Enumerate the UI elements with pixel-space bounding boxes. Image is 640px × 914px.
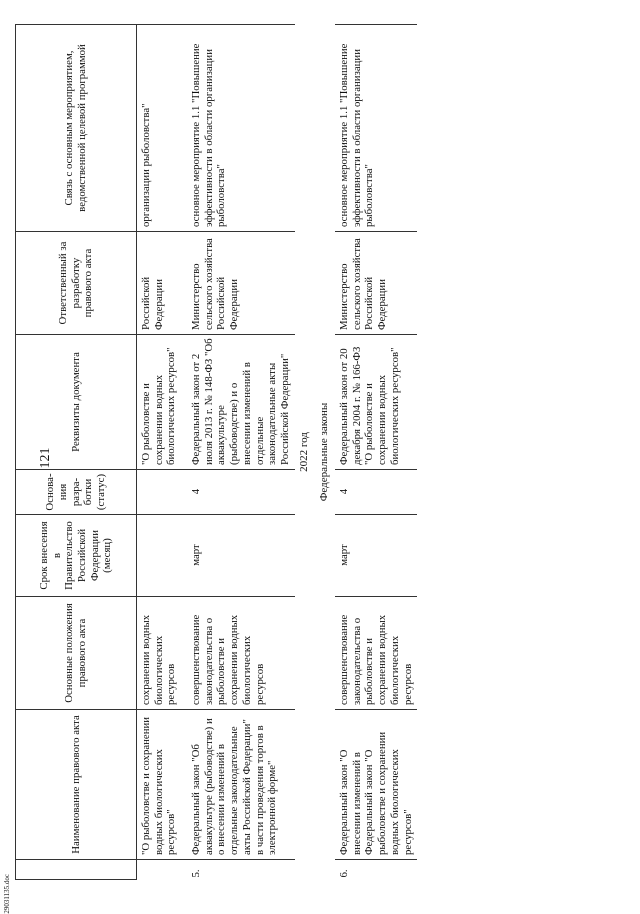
page-number: 121 bbox=[38, 447, 53, 469]
section-year-row bbox=[295, 25, 315, 880]
row-number: 5. bbox=[190, 869, 202, 878]
document-details-cell: "О рыболовстве и сохранении водных биологических ресурсов" bbox=[137, 335, 188, 470]
header-act-name: Наименование правового акта bbox=[16, 710, 137, 860]
program-link-cell: основное мероприятие 1.1 "Повышение эффективности в области организации рыболовства" bbox=[187, 25, 295, 232]
table-row bbox=[137, 25, 188, 880]
table-header-row bbox=[16, 25, 137, 880]
section-type-row bbox=[315, 25, 335, 880]
program-link-cell: основное мероприятие 1.1 "Повышение эффективности в области организации рыболовства" bbox=[335, 25, 417, 232]
legal-acts-table bbox=[15, 24, 417, 880]
header-main-provisions: Основные положения правового акта bbox=[16, 597, 137, 710]
act-name-cell: "О рыболовстве и сохранении водных биологических ресурсов" bbox=[137, 710, 188, 860]
act-name-cell: Федеральный закон "Об аквакультуре (рыбоводстве) и о внесении изменений в отдельные законодательные акты Российской Федерации" в части проведения торгов в электронной форме" bbox=[187, 710, 295, 860]
footer-file-code: 29031135.doc bbox=[3, 874, 11, 914]
provisions-cell: совершенствование законодательства о рыболовстве и сохранении водных биологических ресурсов bbox=[187, 597, 295, 710]
responsible-cell: Министерство сельского хозяйства Российской Федерации bbox=[335, 232, 417, 335]
responsible-cell: Министерство сельского хозяйства Российской Федерации bbox=[187, 232, 295, 335]
basis-cell bbox=[137, 470, 188, 515]
document-details-cell: Федеральный закон от 2 июля 2013 г. № 148-ФЗ "Об аквакультуре (рыбоводстве) и о внесении изменений в отдельные законодательные акты Российской Федерации" bbox=[187, 335, 295, 470]
header-basis: Основа- ния разра- ботки (статус) bbox=[16, 470, 137, 515]
row-number: 6. bbox=[337, 869, 350, 878]
header-program-link: Связь с основным мероприятием, ведомственной целевой программой bbox=[16, 25, 137, 232]
basis-cell: 4 bbox=[335, 470, 417, 515]
header-deadline: Срок внесения в Правительство Российской Федерации (месяц) bbox=[16, 515, 137, 597]
deadline-cell: март bbox=[335, 515, 417, 597]
row-number bbox=[137, 860, 188, 880]
basis-cell: 4 bbox=[187, 470, 295, 515]
deadline-cell: март bbox=[187, 515, 295, 597]
section-year: 2022 год bbox=[298, 432, 311, 472]
provisions-cell: совершенствование законодательства о рыболовстве и сохранении водных биологических ресурсов bbox=[335, 597, 417, 710]
header-responsible: Ответственный за разработку правового акта bbox=[16, 232, 137, 335]
program-link-cell: организации рыболовства" bbox=[137, 25, 188, 232]
table-row bbox=[335, 25, 417, 880]
act-name-cell: Федеральный закон "О внесении изменений в Федеральный закон "О рыболовстве и сохранении водных биологических ресурсов" bbox=[335, 710, 417, 860]
deadline-cell bbox=[137, 515, 188, 597]
header-number bbox=[16, 860, 137, 880]
document-details-cell: Федеральный закон от 20 декабря 2004 г. № 166-ФЗ "О рыболовстве и сохранении водных биологических ресурсов" bbox=[335, 335, 417, 470]
provisions-cell: сохранении водных биологических ресурсов bbox=[137, 597, 188, 710]
responsible-cell: Российской Федерации bbox=[137, 232, 188, 335]
section-type: Федеральные законы bbox=[318, 402, 331, 502]
header-document-details: Реквизиты документа bbox=[16, 335, 137, 470]
table-row bbox=[187, 25, 295, 880]
